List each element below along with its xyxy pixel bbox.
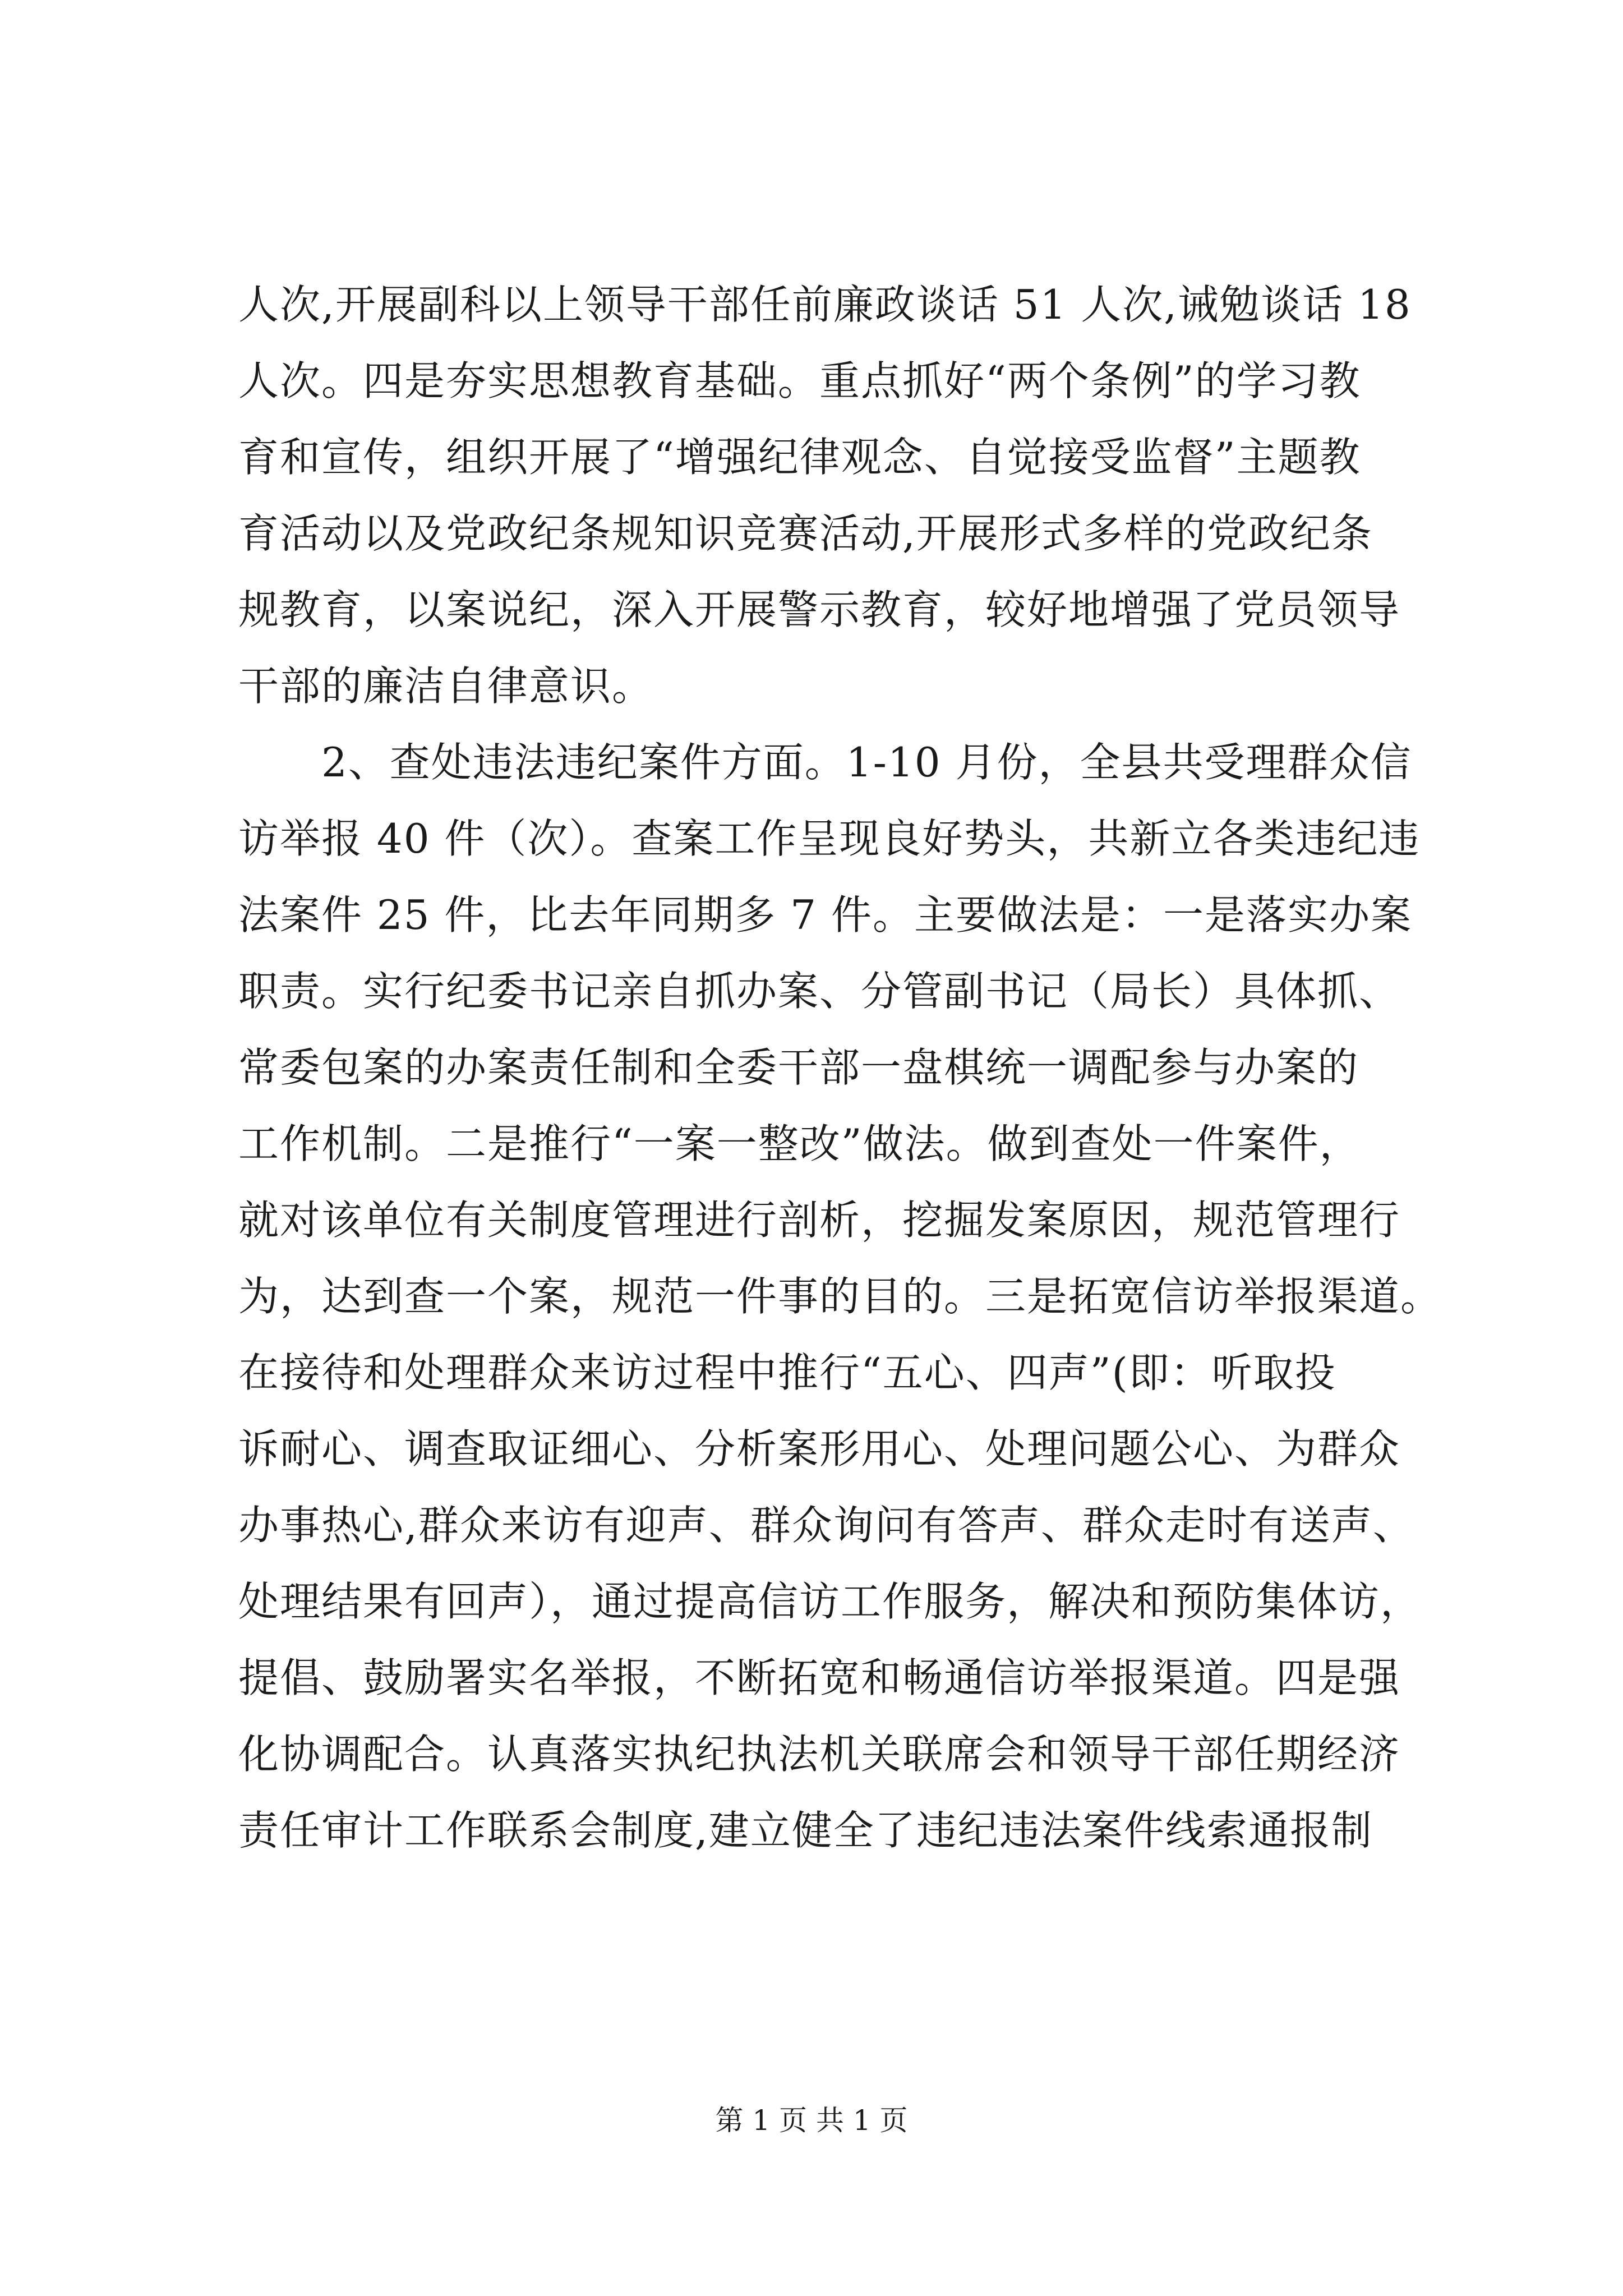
page-number-footer: 第 1 页 共 1 页 — [715, 2104, 908, 2137]
text-line: 常委包案的办案责任制和全委干部一盘棋统一调配参与办案的 — [238, 1044, 1359, 1091]
text-line: 人次。四是夯实思想教育基础。重点抓好“两个条例”的学习教 — [238, 357, 1361, 404]
text-line: 在接待和处理群众来访过程中推行“五心、四声”(即：听取投 — [238, 1349, 1336, 1396]
text-line: 诉耐心、调查取证细心、分析案形用心、处理问题公心、为群众 — [238, 1425, 1401, 1473]
text-line: 化协调配合。认真落实执纪执法机关联席会和领导干部任期经济 — [238, 1731, 1401, 1778]
text-line: 2、查处违法违纪案件方面。1-10 月份，全县共受理群众信 — [238, 739, 1412, 786]
text-line: 就对该单位有关制度管理进行剖析，挖掘发案原因，规范管理行 — [238, 1197, 1401, 1244]
text-line: 办事热心,群众来访有迎声、群众询问有答声、群众走时有送声、 — [238, 1502, 1414, 1549]
text-line: 工作机制。二是推行“一案一整改”做法。做到查处一件案件， — [238, 1120, 1361, 1167]
text-line: 为，达到查一个案，规范一件事的目的。三是拓宽信访举报渠道。 — [238, 1273, 1442, 1320]
text-line: 职责。实行纪委书记亲自抓办案、分管副书记（局长）具体抓、 — [238, 968, 1401, 1015]
text-line: 提倡、鼓励署实名举报，不断拓宽和畅通信访举报渠道。四是强 — [238, 1654, 1401, 1701]
text-line: 法案件 25 件，比去年同期多 7 件。主要做法是：一是落实办案 — [238, 891, 1412, 938]
text-line: 访举报 40 件（次）。查案工作呈现良好势头，共新立各类违纪违 — [238, 815, 1421, 862]
text-line: 育活动以及党政纪条规知识竞赛活动,开展形式多样的党政纪条 — [238, 510, 1373, 557]
text-line: 处理结果有回声），通过提高信访工作服务，解决和预防集体访， — [238, 1578, 1422, 1625]
text-line: 人次,开展副科以上领导干部任前廉政谈话 51 人次,诫勉谈话 18 — [238, 281, 1412, 328]
text-line: 育和宣传，组织开展了“增强纪律观念、自觉接受监督”主题教 — [238, 434, 1361, 481]
text-line: 责任审计工作联系会制度,建立健全了违纪违法案件线索通报制 — [238, 1807, 1373, 1854]
text-line: 规教育，以案说纪，深入开展警示教育，较好地增强了党员领导 — [238, 586, 1401, 633]
body-text — [238, 266, 1442, 1869]
text-line: 干部的廉洁自律意识。 — [238, 662, 654, 710]
